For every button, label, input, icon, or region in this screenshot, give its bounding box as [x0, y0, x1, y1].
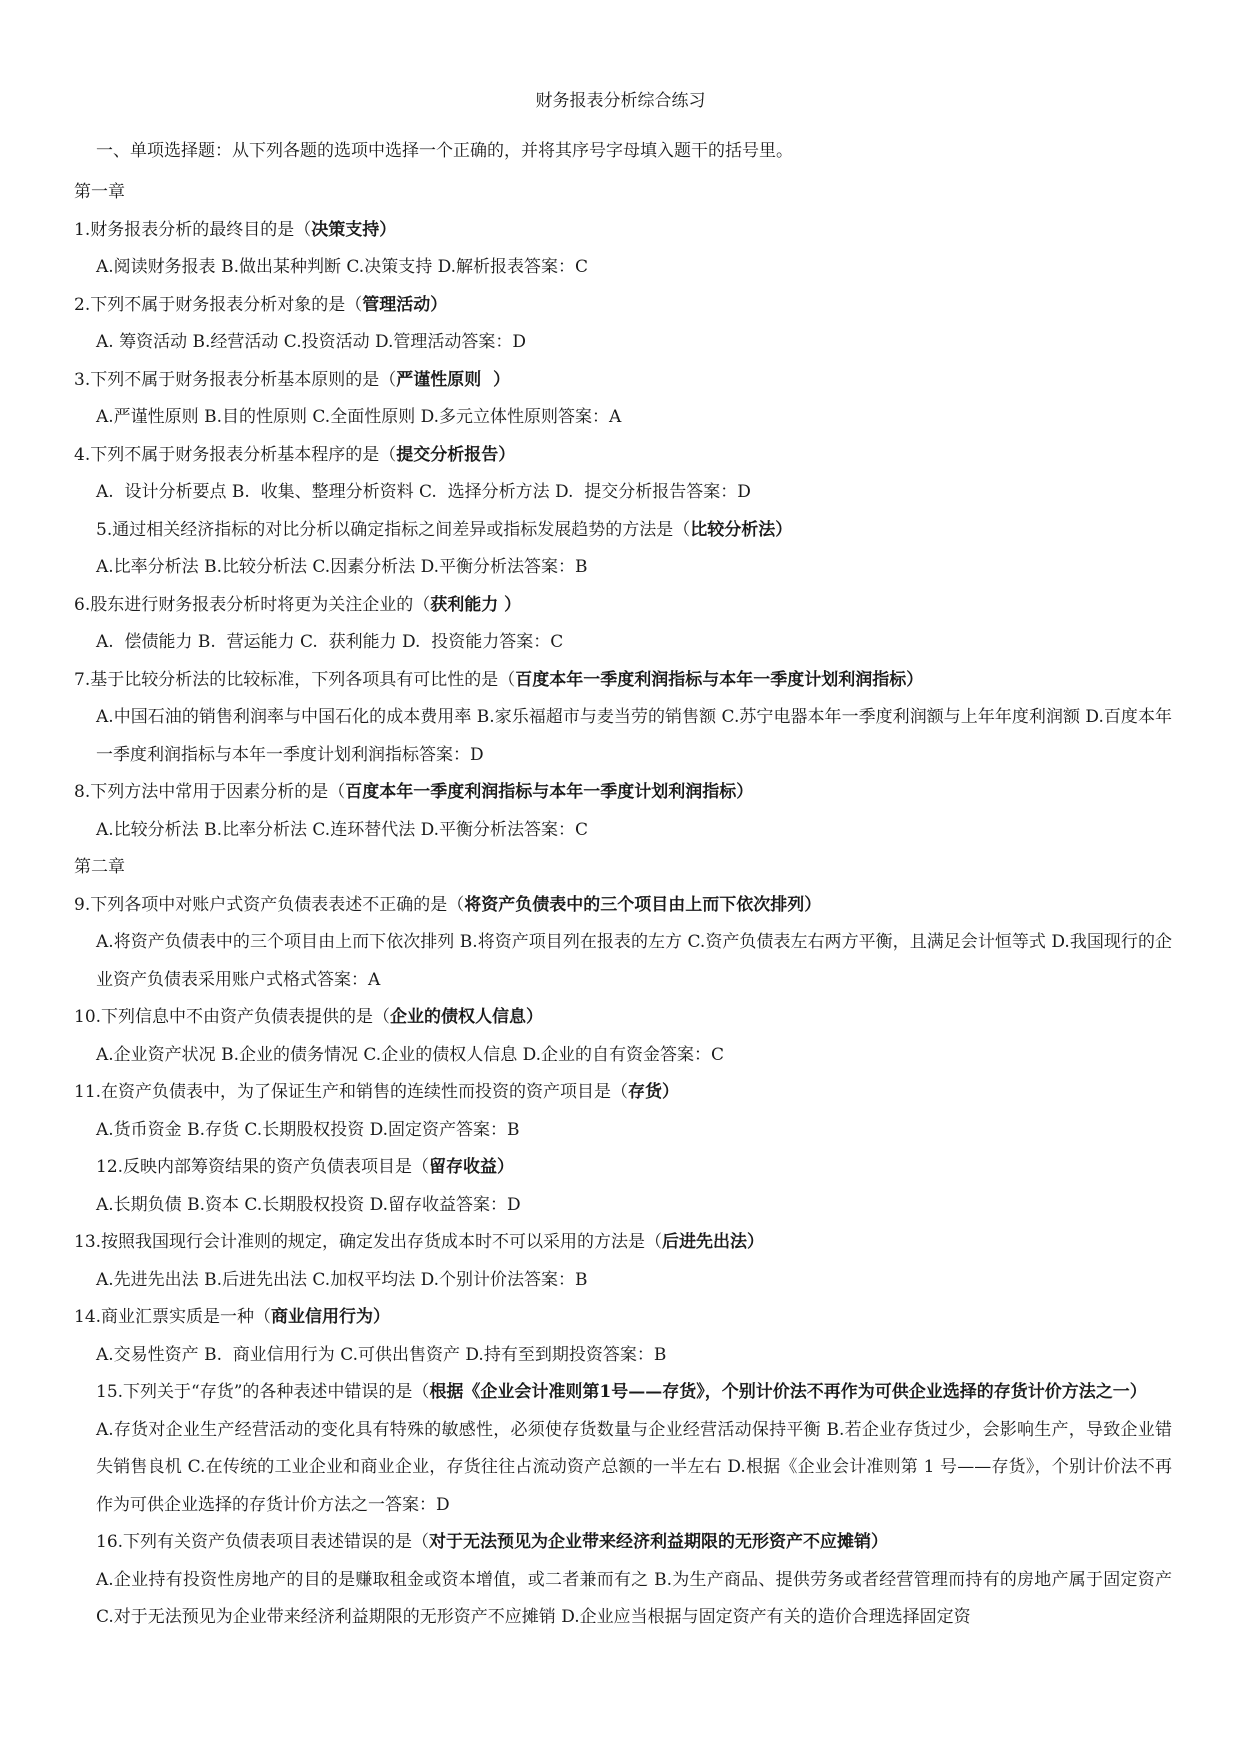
- question-answer: 将资产负债表中的三个项目由上而下依次排列: [464, 894, 805, 915]
- chapter-heading: 第二章: [74, 857, 125, 877]
- question-options: A.先进先出法 B.后进先出法 C.加权平均法 D.个别计价法答案：B: [96, 1269, 588, 1290]
- question-item: [74, 774, 1172, 849]
- question-answer: 提交分析报告: [396, 444, 499, 465]
- question-options: A. 偿债能力 B. 营运能力 C. 获利能力 D. 投资能力答案：C: [96, 632, 564, 652]
- question-options: A.将资产负债表中的三个项目由上而下依次排列 B.将资产项目列在报表的左方 C.资产负债表左右两方平衡，且满足会计恒等式 D.我国现行的企业资产负债表采用账户式格式答案：A: [96, 932, 1172, 990]
- question-item: [74, 212, 1172, 287]
- question-answer: 百度本年一季度利润指标与本年一季度计划利润指标: [345, 782, 737, 802]
- question-answer: 企业的债权人信息: [390, 1007, 527, 1027]
- question-item: [74, 362, 1172, 437]
- question-stem: 1.财务报表分析的最终目的是（决策支持）: [74, 219, 397, 240]
- question-options: A.阅读财务报表 B.做出某种判断 C.决策支持 D.解析报表答案：C: [96, 257, 589, 277]
- question-stem: 10.下列信息中不由资产负债表提供的是（企业的债权人信息）: [74, 1007, 544, 1027]
- question-answer: 管理活动: [362, 294, 431, 315]
- question-answer: 留存收益: [429, 1157, 498, 1177]
- question-options: A.比较分析法 B.比率分析法 C.连环替代法 D.平衡分析法答案：C: [96, 819, 589, 840]
- question-stem: 15.下列关于“存货”的各种表述中错误的是（根据《企业会计准则第1号——存货》，个别计价法不再作为可供企业选择的存货计价方法之一）: [96, 1382, 1147, 1402]
- question-item: [74, 1074, 1172, 1149]
- question-item: [74, 287, 1172, 362]
- question-stem: 7.基于比较分析法的比较标准，下列各项具有可比性的是（百度本年一季度利润指标与本年一季度计划利润指标）: [74, 669, 924, 690]
- chapter-heading: 第一章: [74, 182, 125, 202]
- question-item: [74, 662, 1172, 775]
- question-stem: 8.下列方法中常用于因素分析的是（百度本年一季度利润指标与本年一季度计划利润指标）: [74, 782, 754, 802]
- question-item: [74, 1374, 1172, 1524]
- question-options: A.交易性资产 B. 商业信用行为 C.可供出售资产 D.持有至到期投资答案：B: [96, 1344, 667, 1365]
- question-options: A.长期负债 B.资本 C.长期股权投资 D.留存收益答案：D: [96, 1194, 521, 1215]
- question-item: [74, 999, 1172, 1074]
- question-stem: 2.下列不属于财务报表分析对象的是（管理活动）: [74, 294, 448, 315]
- question-stem: 14.商业汇票实质是一种（商业信用行为）: [74, 1307, 391, 1327]
- question-item: [74, 1149, 1172, 1224]
- question-item: [74, 512, 1172, 587]
- question-stem: 5.通过相关经济指标的对比分析以确定指标之间差异或指标发展趋势的方法是（比较分析法）: [96, 519, 793, 540]
- question-options: A.严谨性原则 B.目的性原则 C.全面性原则 D.多元立体性原则答案：A: [96, 407, 622, 427]
- question-item: [74, 1224, 1172, 1299]
- question-answer: 百度本年一季度利润指标与本年一季度计划利润指标: [515, 669, 907, 690]
- question-stem: 16.下列有关资产负债表项目表述错误的是（对于无法预见为企业带来经济利益期限的无形资产不应摊销）: [96, 1532, 889, 1552]
- question-stem: 12.反映内部筹资结果的资产负债表项目是（留存收益）: [96, 1157, 515, 1177]
- question-list: [74, 174, 1172, 1637]
- question-options: A.比率分析法 B.比较分析法 C.因素分析法 D.平衡分析法答案：B: [96, 557, 588, 577]
- question-item: [74, 437, 1172, 512]
- question-stem: 3.下列不属于财务报表分析基本原则的是（严谨性原则 ）: [74, 369, 511, 390]
- question-answer: 存货: [628, 1082, 663, 1102]
- question-item: [74, 587, 1172, 662]
- question-answer: 比较分析法: [690, 519, 776, 540]
- question-item: [74, 1524, 1172, 1637]
- question-item: [74, 1299, 1172, 1374]
- question-stem: 13.按照我国现行会计准则的规定，确定发出存货成本时不可以采用的方法是（后进先出法）: [74, 1232, 765, 1252]
- question-options: A.企业资产状况 B.企业的债务情况 C.企业的债权人信息 D.企业的自有资金答案：C: [96, 1044, 725, 1065]
- section-intro: 一、单项选择题：从下列各题的选项中选择一个正确的，并将其序号字母填入题干的括号里。: [96, 141, 793, 161]
- page-title: 财务报表分析综合练习: [535, 91, 706, 111]
- question-options: A.存货对企业生产经营活动的变化具有特殊的敏感性，必须使存货数量与企业经营活动保持平衡 B.若企业存货过少，会影响生产，导致企业错失销售良机 C.在传统的工业企业和商业企业，存货往往占流动资产总额的一半左右 D.根据《企业会计准则第 1 号——存货》，个别计价法不再作为可供企业选择的存货计价方法之一答案：D: [96, 1419, 1172, 1515]
- question-options: A. 筹资活动 B.经营活动 C.投资活动 D.管理活动答案：D: [96, 332, 527, 352]
- question-item: [74, 887, 1172, 1000]
- question-answer: 对于无法预见为企业带来经济利益期限的无形资产不应摊销: [429, 1532, 872, 1552]
- question-stem: 6.股东进行财务报表分析时将更为关注企业的（获利能力 ）: [74, 594, 522, 615]
- question-options: A. 设计分析要点 B. 收集、整理分析资料 C. 选择分析方法 D. 提交分析报告答案：D: [96, 482, 751, 502]
- question-stem: 11.在资产负债表中，为了保证生产和销售的连续性而投资的资产项目是（存货）: [74, 1082, 680, 1102]
- question-answer: 根据《企业会计准则第1号——存货》，个别计价法不再作为可供企业选择的存货计价方法之一: [429, 1382, 1130, 1402]
- question-options: A.中国石油的销售利润率与中国石化的成本费用率 B.家乐福超市与麦当劳的销售额 C.苏宁电器本年一季度利润额与上年年度利润额 D.百度本年一季度利润指标与本年一季度计划利润指标答案：D: [96, 707, 1172, 765]
- question-answer: 决策支持: [311, 219, 380, 240]
- question-stem: 9.下列各项中对账户式资产负债表表述不正确的是（将资产负债表中的三个项目由上而下依次排列）: [74, 894, 822, 915]
- question-options: A.企业持有投资性房地产的目的是赚取租金或资本增值，或二者兼而有之 B.为生产商品、提供劳务或者经营管理而持有的房地产属于固定资产 C.对于无法预见为企业带来经济利益期限的无形资产不应摊销 D.企业应当根据与固定资产有关的造价合理选择固定资: [96, 1569, 1172, 1627]
- question-answer: 后进先出法: [662, 1232, 748, 1252]
- question-answer: 商业信用行为: [271, 1307, 374, 1327]
- question-options: A.货币资金 B.存货 C.长期股权投资 D.固定资产答案：B: [96, 1119, 520, 1140]
- question-answer: 严谨性原则: [396, 369, 482, 390]
- question-answer: 获利能力: [430, 594, 499, 615]
- question-stem: 4.下列不属于财务报表分析基本程序的是（提交分析报告）: [74, 444, 516, 465]
